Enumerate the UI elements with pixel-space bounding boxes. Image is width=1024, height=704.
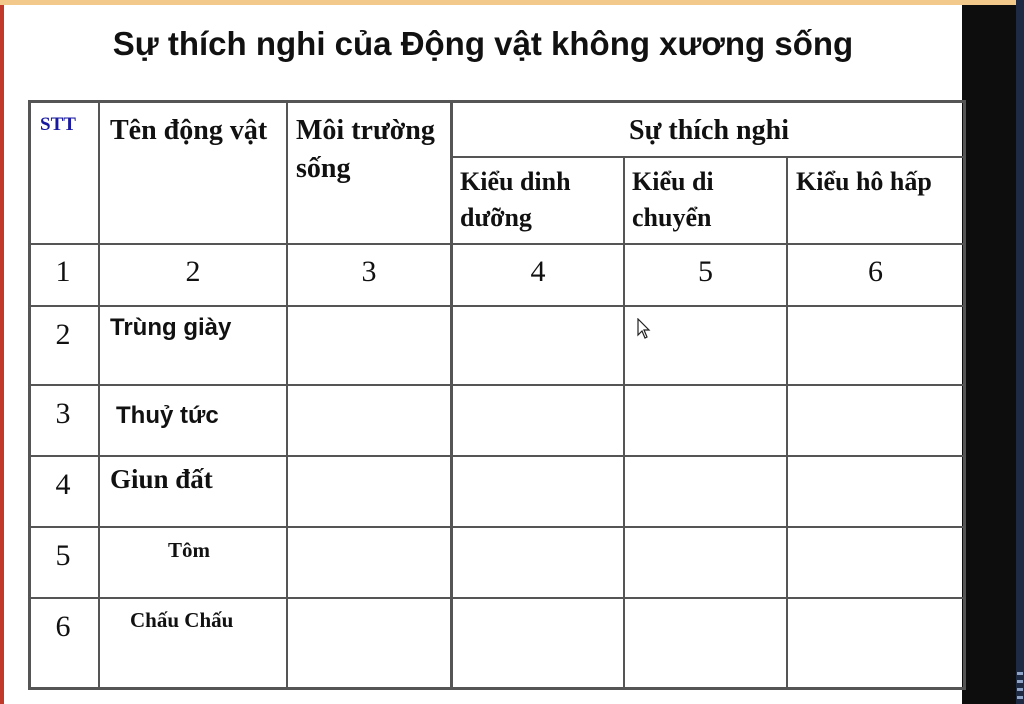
row-stt: 4 (55, 468, 71, 501)
table-line (450, 100, 453, 690)
table-line (28, 243, 966, 245)
mouse-cursor-icon (637, 318, 651, 340)
header-adaptation: Sự thích nghi (629, 115, 789, 146)
right-panel (962, 5, 1024, 704)
header-respiration: Kiểu hô hấp (796, 167, 932, 196)
header-habitat: Môi trường sống (296, 115, 435, 184)
column-number: 1 (55, 255, 71, 288)
table-border-left (28, 100, 31, 690)
table-line (786, 156, 788, 690)
table-line (28, 455, 966, 457)
table-line (623, 156, 625, 690)
row-stt: 6 (55, 610, 71, 643)
table-line (28, 597, 966, 599)
scrollbar-mark (1017, 680, 1023, 683)
slide-title: Sự thích nghi của Động vật không xương sống (112, 25, 854, 62)
row-stt: 3 (55, 397, 71, 430)
table-line (452, 156, 966, 158)
row-stt: 2 (55, 318, 71, 351)
row-animal: Trùng giày (110, 314, 232, 341)
table-line (286, 100, 288, 690)
table-border-right (963, 100, 966, 690)
row-animal: Tôm (168, 538, 210, 562)
table-border-top (28, 100, 966, 103)
row-animal: Giun đất (110, 464, 213, 494)
column-number: 5 (698, 255, 713, 288)
header-animal-name: Tên động vật (110, 115, 268, 146)
header-movement: Kiểu di chuyển (632, 167, 714, 232)
header-nutrition: Kiểu dinh dưỡng (460, 167, 571, 232)
row-animal: Chấu Chấu (130, 608, 234, 632)
slide (4, 5, 962, 704)
row-animal: Thuỷ tức (116, 402, 219, 429)
scrollbar[interactable] (1016, 0, 1024, 704)
row-stt: 5 (55, 539, 71, 572)
scrollbar-mark (1017, 672, 1023, 675)
column-number: 2 (185, 255, 201, 288)
column-number: 3 (361, 255, 377, 288)
column-number: 6 (868, 255, 883, 288)
adaptation-table (28, 100, 966, 690)
table-line (28, 305, 966, 307)
table-line (28, 526, 966, 528)
table-line (28, 384, 966, 386)
scrollbar-mark (1017, 688, 1023, 691)
table-border-bottom (28, 687, 966, 690)
table-line (98, 100, 100, 690)
scrollbar-mark (1017, 696, 1023, 699)
column-number: 4 (530, 255, 546, 288)
header-stt: STT (40, 114, 76, 135)
